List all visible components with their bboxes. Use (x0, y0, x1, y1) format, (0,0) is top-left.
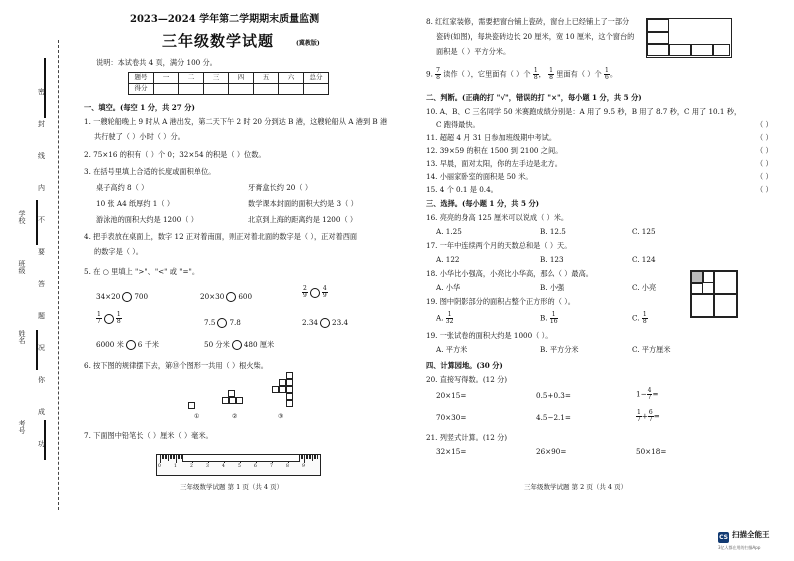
section-4-heading: 四、计算园地。(30 分) (426, 361, 503, 370)
question-3-item: 10 张 A4 纸厚约 1（ ） (96, 199, 175, 208)
ruler-tick (163, 455, 164, 459)
grid-cell (714, 271, 737, 294)
fraction: $\frac{1}{16}$ (549, 311, 558, 325)
ruler-number: 7 (270, 464, 273, 469)
fraction: $\frac{4}{7}$ (647, 387, 652, 401)
question-16: 16. 亮亮的身高 125 厘米可以说成（ ）米。 (426, 213, 569, 222)
seal-line (58, 40, 59, 510)
question-text: 。 (609, 69, 618, 79)
exam-page-2 (400, 0, 794, 561)
ruler-tick (312, 455, 313, 461)
calc-item: 70×30= (436, 413, 467, 422)
binding-char: 成 (38, 408, 45, 416)
score-header-cell: 五 (254, 73, 279, 84)
binding-margin (0, 0, 72, 561)
edition-label: (冀教版) (296, 40, 320, 47)
question-8: 8. 红红家装修，需要把窗台铺上瓷砖，窗台上已经铺上了一部分 (426, 17, 630, 26)
score-header-cell: 题号 (129, 73, 154, 84)
compare-right: 23.4 (332, 318, 349, 327)
fraction: $\frac{1}{6}$ (604, 67, 609, 81)
score-header-cell: 四 (229, 73, 254, 84)
score-table-row (129, 84, 329, 95)
compare-left: 7.5 (204, 318, 216, 327)
grid-cell (691, 294, 714, 317)
judge-answer[interactable]: （ ） (756, 172, 773, 181)
choice-option[interactable]: B. 小强 (540, 283, 565, 292)
judge-answer[interactable]: （ ） (756, 133, 773, 142)
subject-title: 三年级数学试题 (162, 32, 275, 50)
ruler-number: 6 (254, 464, 257, 469)
ruler-tick (309, 455, 310, 459)
pattern-figure-3 (272, 372, 302, 416)
matchstick-square (279, 379, 286, 386)
section-1-heading: 一、填空。(每空 1 分，共 27 分) (84, 103, 195, 112)
section-2-heading: 二、判断。(正确的打 "√"，错误的打 "×"，每小题 1 分，共 5 分) (426, 93, 642, 102)
score-header-cell: 一 (154, 73, 179, 84)
binding-char: 密 (38, 88, 45, 96)
calc-item: 20×15= (436, 391, 467, 400)
ruler-tick (160, 455, 161, 463)
score-cell[interactable] (229, 84, 254, 95)
compare-item (302, 286, 328, 299)
choice-option[interactable]: B. 12.5 (540, 227, 566, 236)
binding-char: 不 (38, 216, 45, 224)
compare-circle[interactable] (122, 292, 132, 302)
grid-cell (703, 271, 715, 283)
binding-char: 要 (38, 248, 45, 256)
choice-option[interactable]: C. 小亮 (632, 283, 657, 292)
question-20: 20. 直接写得数。(12 分) (426, 375, 508, 384)
matchstick-square (279, 386, 286, 393)
fraction: $\frac{7}{8}$ (436, 67, 440, 81)
choice-option[interactable]: C. 平方厘米 (632, 345, 671, 354)
question-19b: 19. 一张试卷的面积大约是 1000（ ）。 (426, 331, 553, 340)
choice-option[interactable]: A. 1.25 (436, 227, 462, 236)
choice-option[interactable]: C. 124 (632, 255, 656, 264)
matchstick-square (286, 372, 293, 379)
calc-item: 4.5−2.1= (536, 413, 571, 422)
page-footer: 三年级数学试题 第 2 页（共 4 页） (524, 483, 628, 491)
compare-left: 2.34 (302, 318, 319, 327)
choice-option[interactable]: A. 122 (436, 255, 460, 264)
side-label-school: 学校 (18, 210, 27, 224)
question-8-cont: 面积是（ ）平方分米。 (436, 47, 511, 56)
ruler-number: 8 (286, 464, 289, 469)
ruler-tick (162, 455, 163, 459)
fraction: $\frac{1}{8}$ (116, 311, 121, 325)
ruler-tick (174, 455, 175, 459)
ruler-tick (170, 455, 171, 459)
judge-answer[interactable]: （ ） (756, 185, 773, 194)
binding-char: 功 (38, 440, 45, 448)
choice-option[interactable]: C. $\frac{1}{8}$ (632, 311, 647, 325)
ruler-number: 4 (222, 464, 225, 469)
figure-label: ② (232, 413, 238, 420)
compare-item (302, 318, 348, 328)
score-table (128, 72, 329, 95)
instructions: 说明：本试卷共 4 页，满分 100 分。 (96, 58, 217, 67)
question-3-item: 牙膏盒长约 20（ ） (248, 183, 313, 192)
score-cell[interactable] (154, 84, 179, 95)
fraction: $\frac{2}{9}$ (303, 285, 307, 299)
shaded-cell (691, 271, 703, 283)
choice-option[interactable]: A. 平方米 (436, 345, 468, 354)
score-cell[interactable] (179, 84, 204, 95)
choice-option[interactable]: A. 小华 (436, 283, 461, 292)
judge-answer[interactable]: （ ） (756, 120, 773, 129)
compare-item (204, 340, 274, 350)
ruler-tick (314, 455, 315, 459)
question-6: 6. 按下图的规律摆下去，第⑩个图形一共用（ ）根火柴。 (84, 361, 268, 370)
grid-cell (714, 294, 737, 317)
question-text: 读作（ ），它里面有（ ）个 (443, 69, 531, 79)
question-9 (426, 68, 617, 81)
fraction: $\frac{6}{7}$ (648, 409, 653, 423)
fraction: $\frac{1}{7}$ (637, 409, 641, 423)
compare-circle[interactable] (232, 340, 242, 350)
judge-item: 10. A、B、C 三名同学 50 米赛跑成绩分别是：A 用了 9.5 秒，B 用了 8.7 秒，C 用了 10.1 秒， (426, 107, 742, 116)
compare-item (200, 292, 252, 302)
matchstick-square (286, 379, 293, 386)
ruler-tick (165, 455, 166, 459)
compare-item (96, 340, 159, 350)
judge-item: 11. 超超 4 月 31 日参加班级期中考试。 (426, 133, 557, 142)
binding-char: 况 (38, 344, 45, 352)
pattern-figure-2 (222, 390, 246, 414)
score-header-cell: 二 (179, 73, 204, 84)
question-3-item: 桌子高约 8（ ） (96, 183, 149, 192)
judge-item: C 跑得最快。 (436, 120, 480, 129)
matchstick-square (228, 390, 235, 397)
tile (691, 44, 713, 56)
matchstick-square (236, 397, 243, 404)
ruler-number: 9 (302, 464, 305, 469)
ruler-tick (176, 455, 177, 463)
score-cell[interactable] (254, 84, 279, 95)
ruler-number: 5 (238, 464, 241, 469)
compare-circle[interactable] (104, 314, 114, 324)
compare-left: 50 分米 (204, 340, 230, 349)
compare-circle[interactable] (226, 292, 236, 302)
camscanner-tagline: 3亿人都在用的扫描App (718, 545, 761, 550)
compare-circle[interactable] (126, 340, 136, 350)
ruler-tick (173, 455, 174, 459)
vertical-calc-item: 50×18= (636, 447, 667, 456)
shaded-square-figure (690, 270, 738, 318)
pencil (182, 454, 300, 462)
section-3-heading: 三、选择。(每小题 1 分，共 5 分) (426, 199, 540, 208)
matchstick-square (222, 397, 229, 404)
ruler-tick (166, 455, 167, 459)
question-17: 17. 一年中连续两个月的天数总和是（ ）天。 (426, 241, 572, 250)
matchstick-square (286, 393, 293, 400)
question-18: 18. 小华比小强高，小亮比小华高，那么（ ）最高。 (426, 269, 593, 278)
question-5: 5. 在 ○ 里填上 ">"、"<" 或 "="。 (84, 267, 200, 276)
grid-cell (691, 283, 703, 295)
figure-label: ① (194, 413, 200, 420)
question-3-item: 数学课本封面的面积大约是 3（ ） (248, 199, 358, 208)
choice-option[interactable]: A. $\frac{1}{32}$ (436, 311, 454, 325)
compare-item (204, 318, 241, 328)
binding-char: 你 (38, 376, 45, 384)
score-row-label: 得分 (129, 84, 154, 95)
tile (647, 44, 669, 56)
question-2: 2. 75×16 的积有（ ）个 0；32×54 的积是（ ）位数。 (84, 150, 266, 159)
compare-left: 34×20 (96, 292, 121, 301)
side-label-class: 班级 (18, 260, 27, 274)
ruler-number: 0 (158, 464, 161, 469)
side-label-number: 考号 (18, 420, 27, 434)
question-21: 21. 列竖式计算。(12 分) (426, 433, 508, 442)
ruler-tick (171, 455, 172, 459)
score-table-header (129, 73, 329, 84)
vertical-calc-item: 26×90= (536, 447, 567, 456)
camscanner-name: 扫描全能王 (732, 530, 770, 539)
matchstick-square (229, 397, 236, 404)
vertical-calc-item: 32×15= (436, 447, 467, 456)
ruler-tick (304, 455, 305, 463)
judge-answer[interactable]: （ ） (756, 146, 773, 155)
judge-answer[interactable]: （ ） (756, 159, 773, 168)
question-1: 1. 一艘轮船晚上 9 时从 A 港出发，第二天下午 2 时 20 分到达 B 港，这艘轮船从 A 港到 B 港 (84, 117, 388, 126)
ruler-number: 2 (190, 464, 193, 469)
score-header-cell: 总分 (304, 73, 329, 84)
figure-label: ③ (278, 413, 284, 420)
window-sill-figure (646, 18, 732, 58)
compare-item (96, 292, 148, 302)
ruler-tick (306, 455, 307, 459)
question-3-item: 游泳池的面积大约是 1200（ ） (96, 215, 198, 224)
question-4-cont: 的数字是（ ）。 (94, 247, 143, 256)
judge-item: 13. 早晨，面对太阳，你的左手边是北方。 (426, 159, 562, 168)
judge-item: 15. 4 个 0.1 是 0.4。 (426, 185, 498, 194)
matchstick-square (272, 386, 279, 393)
fraction: $\frac{1}{8}$ (533, 67, 538, 81)
calc-item: 1− $\frac{4}{7}$ = (636, 387, 659, 401)
ruler-number: 1 (174, 464, 177, 469)
ruler-tick (179, 455, 180, 459)
compare-item (96, 312, 122, 325)
matchstick-square (286, 400, 293, 407)
exam-title: 2023—2024 学年第二学期期末质量监测 (130, 14, 320, 25)
binding-char: 题 (38, 312, 45, 320)
camscanner-logo-icon: CS (719, 534, 728, 541)
fraction: $\frac{1}{8}$ (549, 67, 553, 81)
fraction: $\frac{4}{9}$ (322, 285, 327, 299)
compare-right: 700 (134, 292, 149, 301)
binding-char: 答 (38, 280, 45, 288)
fraction: $\frac{1}{32}$ (445, 311, 454, 325)
calc-item: $\frac{1}{7}$ + $\frac{6}{7}$ = (637, 409, 660, 423)
choice-option[interactable]: B. 平方分米 (540, 345, 579, 354)
fraction: $\frac{1}{7}$ (97, 311, 101, 325)
ruler-tick (317, 455, 318, 459)
matchstick-square (188, 402, 195, 409)
compare-right: 7.8 (229, 318, 241, 327)
choice-option[interactable]: B. $\frac{1}{16}$ (540, 311, 558, 325)
compare-circle[interactable] (310, 288, 320, 298)
compare-right: 600 (238, 292, 253, 301)
page-footer: 三年级数学试题 第 1 页（共 4 页） (180, 483, 284, 491)
question-3-item: 北京到上海的距离约是 1200（ ） (248, 215, 358, 224)
question-7: 7. 下面图中铅笔长（ ）厘米（ ）毫米。 (84, 431, 213, 440)
tile (713, 44, 730, 56)
question-19: 19. 图中阴影部分的面积占整个正方形的（ ）。 (426, 297, 575, 306)
question-3: 3. 在括号里填上合适的长度或面积单位。 (84, 167, 216, 176)
question-number: 9. (426, 69, 433, 79)
ruler-tick (301, 455, 302, 459)
score-cell[interactable] (279, 84, 304, 95)
compare-left: 6000 米 (96, 340, 124, 349)
question-text: ， (538, 69, 546, 79)
binding-char: 线 (38, 152, 45, 160)
judge-item: 14. 小丽家卧室的面积是 50 米。 (426, 172, 533, 181)
ruler-tick (178, 455, 179, 459)
calc-item: 0.5+0.3= (536, 391, 571, 400)
ruler-tick (310, 455, 311, 459)
score-cell[interactable] (204, 84, 229, 95)
choice-option[interactable]: B. 123 (540, 255, 564, 264)
question-text: 里面有（ ）个 (556, 69, 602, 79)
compare-right: 6 千米 (137, 340, 159, 349)
matchstick-square (286, 386, 293, 393)
choice-option[interactable]: C. 125 (632, 227, 656, 236)
ruler-tick (307, 455, 308, 459)
compare-left: 20×30 (200, 292, 225, 301)
score-header-cell: 六 (279, 73, 304, 84)
binding-char: 内 (38, 184, 45, 192)
tile (647, 19, 669, 32)
tile (647, 32, 669, 44)
compare-circle[interactable] (217, 318, 227, 328)
compare-circle[interactable] (320, 318, 330, 328)
question-1-cont: 共行驶了（ ）小时（ ）分。 (94, 132, 185, 141)
ruler-tick (168, 455, 169, 461)
score-header-cell: 三 (204, 73, 229, 84)
ruler-number: 3 (206, 464, 209, 469)
judge-item: 12. 39×59 的积在 1500 到 2100 之间。 (426, 146, 563, 155)
side-label-name: 姓名 (18, 330, 27, 344)
score-cell[interactable] (304, 84, 329, 95)
fraction: $\frac{1}{8}$ (642, 311, 647, 325)
binding-char: 封 (38, 120, 45, 128)
ruler-tick (302, 455, 303, 459)
ruler-tick (315, 455, 316, 459)
question-8-cont: 瓷砖(如图)，每块瓷砖边长 20 厘米，宽 10 厘米，这个窗台的 (436, 32, 635, 41)
question-4: 4. 把手表放在桌面上，数字 12 正对着南面，则正对着北面的数字是（ ），正对着西面 (84, 232, 358, 241)
tile (669, 44, 691, 56)
compare-right: 480 厘米 (243, 340, 275, 349)
